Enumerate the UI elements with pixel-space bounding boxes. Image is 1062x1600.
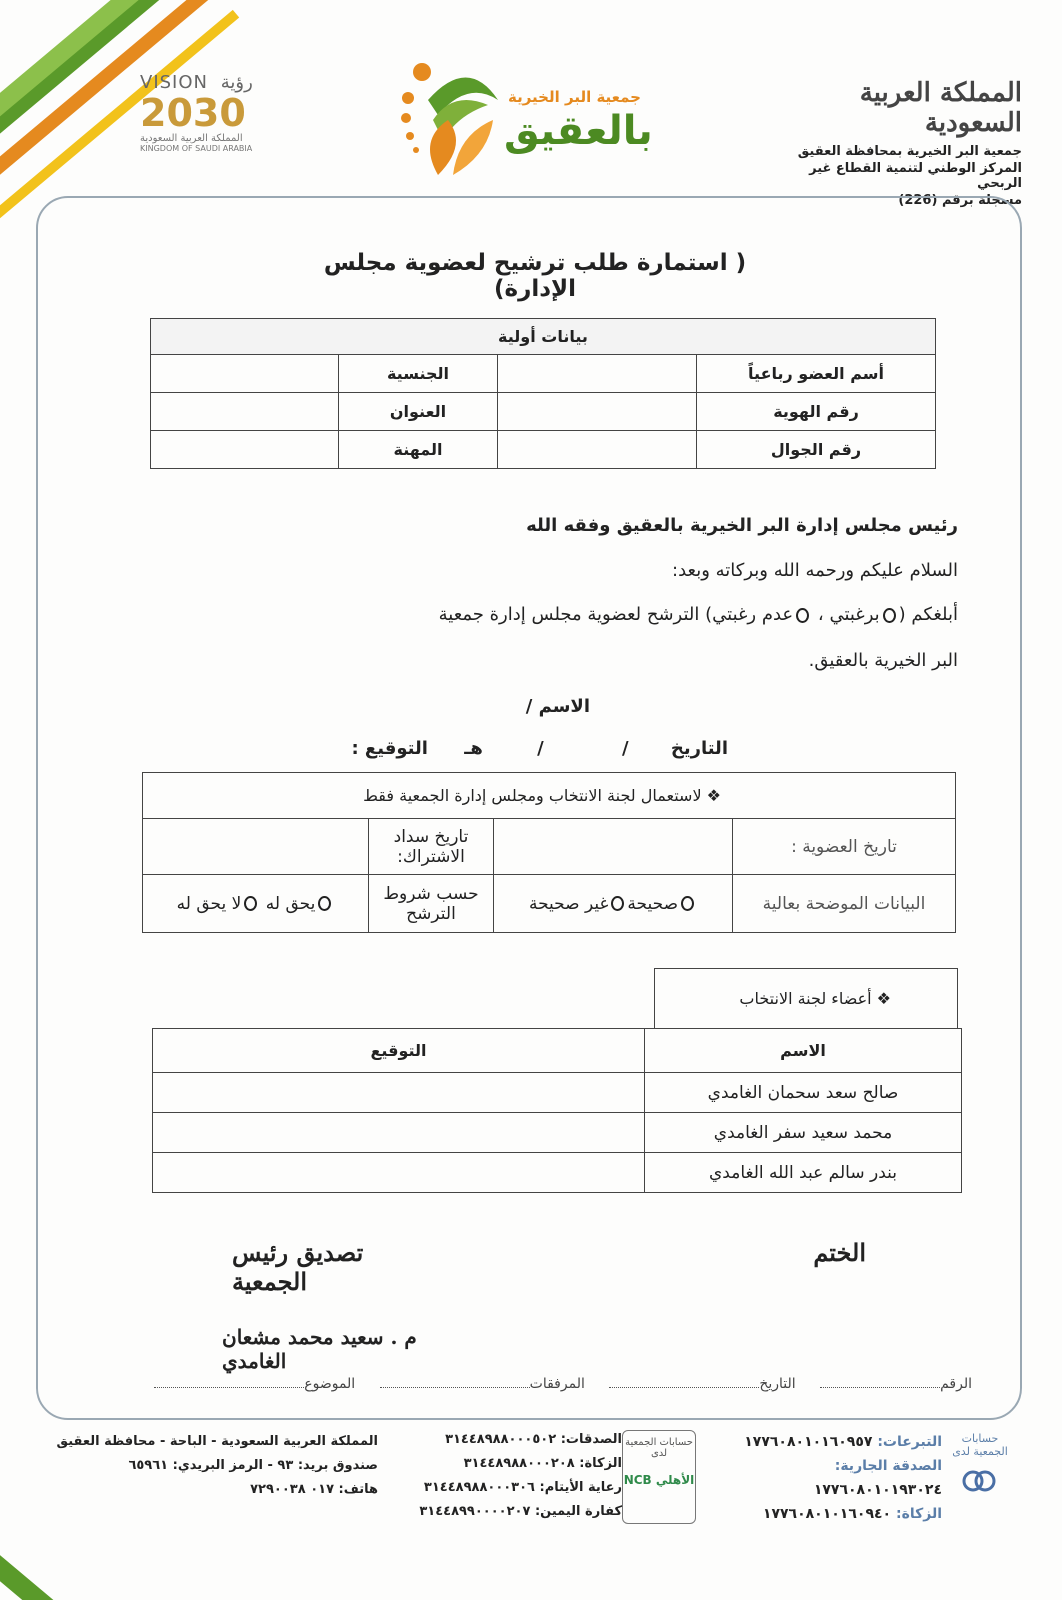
kingdom-title: المملكة العربية السعودية [859, 78, 1022, 138]
basic-data-table [150, 318, 936, 469]
address-line-2: صندوق بريد: ٩٣ - الرمز البريدي: ٦٥٩٦١ [128, 1458, 378, 1473]
date-sep-1: / [622, 738, 629, 759]
not-eligible-label: لا يحق له [176, 893, 242, 914]
vision-ar: رؤية [220, 72, 253, 93]
date-label: التاريخ [670, 738, 728, 759]
election-committee-heading-box [654, 968, 958, 1029]
col-name-header: الاسم [645, 1029, 962, 1073]
date-sep-2: / [537, 738, 544, 759]
footer-bank1-accounts [712, 1430, 942, 1526]
incorrect-label: غير صحيحة [528, 893, 609, 914]
oath-row [412, 1500, 622, 1524]
zakat2-label: الزكاة: [579, 1456, 622, 1471]
election-committee-heading [655, 969, 958, 1029]
zakat-row [712, 1502, 942, 1526]
zakat2-row [412, 1452, 622, 1476]
footer-address [38, 1430, 378, 1502]
ref-number-label: الرقم [940, 1376, 972, 1392]
logo-emblem-icon [398, 60, 508, 185]
donations-number: ١٧٧٦٠٨٠١٠١٦٠٩٥٧ [744, 1434, 873, 1450]
diamond-bullet-icon-2: ❖ [876, 989, 891, 1008]
bank2-accounts-label: حسابات الجمعية لدى [625, 1437, 693, 1459]
subscription-date-value[interactable] [143, 819, 369, 875]
association-name: جمعية البر الخيرية بمحافظة العقيق [797, 144, 1022, 159]
donations-label: التبرعات: [877, 1434, 942, 1450]
nationality-label: الجنسية [339, 355, 498, 393]
reference-line [84, 1376, 972, 1392]
vision-en: VISION [140, 72, 208, 93]
ongoing-charity-row [712, 1454, 942, 1502]
body-part-3: عدم رغبتي) الترشح لعضوية مجلس إدارة جمعية [438, 604, 794, 625]
orphans-label: رعاية الأيتام: [539, 1480, 622, 1495]
want-option-radio[interactable] [883, 608, 896, 623]
ref-attachments-label: المرفقات [529, 1376, 585, 1392]
address-label: العنوان [339, 393, 498, 431]
vision-kingdom-ar: المملكة العربية السعودية [140, 133, 243, 144]
ref-date-label: التاريخ [759, 1376, 796, 1392]
donations-row [712, 1430, 942, 1454]
ongoing-charity-label: الصدقة الجارية: [834, 1458, 942, 1474]
id-number-value[interactable] [498, 393, 697, 431]
ongoing-charity-number: ١٧٧٦٠٨٠١٠١٩٣٠٢٤ [813, 1482, 942, 1498]
eligibility-options [143, 875, 369, 933]
address-line-1: المملكة العربية السعودية - الباحة - محافظة العقيق [56, 1434, 378, 1449]
committee-use-heading [143, 773, 956, 819]
not-want-option-radio[interactable] [796, 608, 809, 623]
correct-label: صحيحة [627, 893, 679, 914]
committee-use-table [142, 772, 956, 933]
orphans-number: ٣١٤٤٨٩٨٨٠٠٠٣٠٦ [423, 1480, 535, 1495]
not-eligible-radio[interactable] [244, 896, 257, 911]
footer-bank2-accounts [412, 1428, 622, 1524]
zakat2-number: ٣١٤٤٨٩٨٨٠٠٠٢٠٨ [463, 1456, 575, 1471]
logo-small-text: جمعية البر الخيرية [508, 88, 641, 106]
eligible-label: يحق له [265, 893, 316, 914]
ref-subject-label: الموضوع [304, 1376, 356, 1392]
committee-use-heading-text: لاستعمال لجنة الانتخاب ومجلس إدارة الجمعية فقط [363, 786, 702, 805]
logo-big-text: بالعقيق [504, 108, 653, 154]
alms-row [412, 1428, 622, 1452]
vision-2030-logo [140, 72, 290, 172]
correctness-options [494, 875, 733, 933]
address-value[interactable] [151, 393, 339, 431]
signature-label: التوقيع : [351, 738, 428, 759]
zakat-number: ١٧٧٦٠٨٠١٠١٦٠٩٤٠ [762, 1506, 892, 1522]
alms-number: ٣١٤٤٨٩٨٨٠٠٠٥٠٢ [445, 1432, 557, 1447]
ref-date-field[interactable] [609, 1387, 759, 1388]
member-signature-cell[interactable] [153, 1113, 645, 1153]
oath-label: كفارة اليمين: [534, 1504, 622, 1519]
subscription-date-label: تاريخ سداد الاشتراك: [369, 819, 494, 875]
member-name-cell: محمد سعيد سفر الغامدي [645, 1113, 962, 1153]
registration-number: مسجلة برقم (226) [898, 193, 1022, 208]
ref-attachments-field[interactable] [380, 1387, 530, 1388]
member-name-cell: صالح سعد سحمان الغامدي [645, 1073, 962, 1113]
bank1-accounts-label: حسابات الجمعية لدى [952, 1432, 1008, 1458]
col-signature-header: التوقيع [153, 1029, 645, 1073]
member-name-cell: بندر سالم عبد الله الغامدي [645, 1153, 962, 1193]
data-above-label: البيانات الموضحة بعالية [733, 875, 956, 933]
alms-label: الصدقات: [560, 1432, 622, 1447]
ref-subject-field[interactable] [154, 1387, 304, 1388]
footer-bank1-logo [940, 1432, 1020, 1512]
bank2-name: الأهلي NCB [623, 1473, 695, 1487]
profession-label: المهنة [339, 431, 498, 469]
vision-year: 2030 [140, 91, 246, 135]
member-name-value[interactable] [498, 355, 697, 393]
membership-date-label: تاريخ العضوية : [733, 819, 956, 875]
oath-number: ٣١٤٤٨٩٩٠٠٠٠٢٠٧ [419, 1504, 531, 1519]
member-signature-cell[interactable] [153, 1153, 645, 1193]
body-part-1: أبلغكم ( [898, 604, 958, 625]
member-signature-cell[interactable] [153, 1073, 645, 1113]
national-center: المركز الوطني لتنمية القطاع غير الربحي [809, 161, 1022, 191]
body-line-1 [148, 604, 958, 625]
correct-radio[interactable] [681, 896, 694, 911]
zakat-label: الزكاة: [895, 1506, 942, 1522]
election-committee-heading-text: أعضاء لجنة الانتخاب [739, 989, 872, 1008]
incorrect-radio[interactable] [611, 896, 624, 911]
date-signature-line [208, 738, 728, 759]
name-label: الاسم / [525, 696, 590, 717]
per-conditions-label: حسب شروط الترشح [369, 875, 494, 933]
header-kingdom-block [762, 78, 1022, 208]
profession-value[interactable] [151, 431, 339, 469]
member-name-label: أسم العضو رباعياً [697, 355, 936, 393]
eligible-radio[interactable] [318, 896, 331, 911]
president-name: م . سعيد محمد مشعان الغامدي [222, 1325, 417, 1373]
vision-kingdom-en: KINGDOM OF SAUDI ARABIA [140, 144, 253, 153]
id-number-label: رقم الهوية [697, 393, 936, 431]
mobile-value[interactable] [498, 431, 697, 469]
orphans-row [412, 1476, 622, 1500]
hijri-label: هـ [464, 738, 483, 759]
stamp-label: الختم [813, 1238, 866, 1267]
ref-number-field[interactable] [820, 1387, 940, 1388]
association-logo [398, 60, 658, 190]
mobile-label: رقم الجوال [697, 431, 936, 469]
diamond-bullet-icon: ❖ [706, 786, 721, 805]
phone-line: هاتف: ٠١٧ ٧٢٩٠٠٣٨ [250, 1482, 378, 1497]
addressee: رئيس مجلس إدارة البر الخيرية بالعقيق وفقه الله [526, 515, 958, 536]
body-part-2: برغبتي ، [817, 604, 880, 625]
footer-bank2-logo [622, 1430, 696, 1524]
body-line-2: البر الخيرية بالعقيق. [808, 650, 958, 671]
membership-date-value[interactable] [494, 819, 733, 875]
greeting: السلام عليكم ورحمه الله وبركاته وبعد: [672, 560, 958, 581]
bank-logo-icon [960, 1468, 1000, 1494]
president-approval-label: تصديق رئيس الجمعية [232, 1238, 364, 1296]
election-committee-table [152, 1028, 962, 1193]
form-title: ( استمارة طلب ترشيح لعضوية مجلس الإدارة) [323, 250, 747, 302]
basic-data-heading: بيانات أولية [151, 319, 936, 355]
nationality-value[interactable] [151, 355, 339, 393]
